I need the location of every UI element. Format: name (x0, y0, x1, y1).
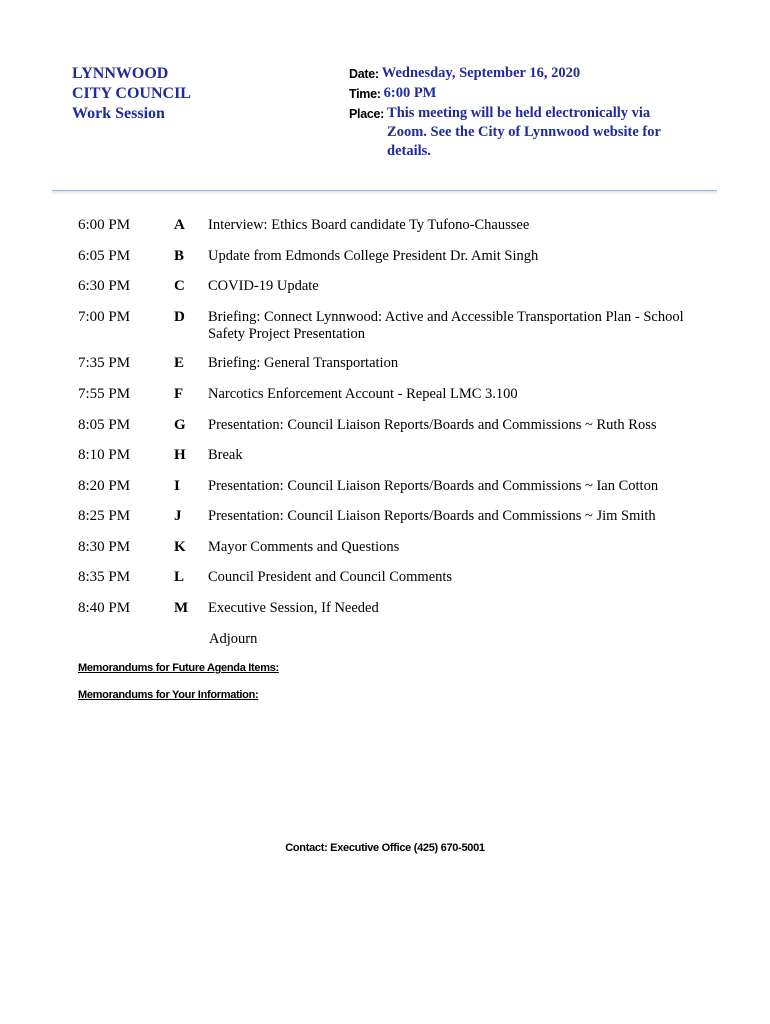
agenda-letter: H (174, 447, 186, 463)
agenda-item (78, 508, 718, 539)
agenda-item (78, 447, 718, 478)
agenda-item (78, 386, 718, 417)
agenda-item (78, 217, 718, 248)
agenda-description: Executive Session, If Needed (208, 600, 379, 616)
agenda-item (78, 417, 718, 447)
agenda-letter: M (174, 600, 189, 616)
agenda-item (78, 569, 718, 600)
agenda-letter: A (174, 217, 185, 233)
agenda-description: Briefing: Connect Lynnwood: Active and Accessible Transportation Plan - School Safety Project Presentation (208, 309, 684, 342)
agenda-time: 6:00 PM (78, 217, 131, 233)
agenda-letter: C (174, 278, 185, 294)
agenda-letter: J (174, 508, 182, 524)
agenda-letter: K (174, 539, 186, 555)
time-row (349, 84, 689, 104)
place-label: Place: (349, 107, 385, 121)
agenda-item (78, 600, 718, 630)
agenda-time: 8:35 PM (78, 569, 131, 585)
agenda-letter: E (174, 355, 185, 371)
agenda-time: 6:05 PM (78, 248, 131, 264)
agenda-item (78, 478, 718, 508)
agenda-time: 8:30 PM (78, 539, 131, 555)
agenda-letter: L (174, 569, 185, 585)
agenda-letter: D (174, 309, 185, 325)
agenda-description: Presentation: Council Liaison Reports/Boards and Commissions ~ Ian Cotton (208, 478, 659, 494)
agenda-description: Update from Edmonds College President Dr. Amit Singh (208, 248, 539, 264)
agenda-item (78, 309, 718, 355)
agenda-time: 8:40 PM (78, 600, 131, 616)
memo-information-heading: Memorandums for Your Information: (78, 689, 259, 701)
agenda-description: COVID-19 Update (208, 278, 319, 294)
agenda-description: Break (208, 447, 243, 463)
contact-line: Contact: Executive Office (425) 670-5001 (285, 842, 485, 854)
org-line-1: LYNNWOOD (72, 65, 169, 82)
date-value: Wednesday, September 16, 2020 (381, 65, 581, 81)
place-value: This meeting will be held electronically via Zoom. See the City of Lynnwood website for details. (387, 105, 661, 159)
meeting-details (349, 64, 689, 161)
agenda-time: 8:05 PM (78, 417, 131, 433)
memo-future-agenda-heading: Memorandums for Future Agenda Items: (78, 662, 279, 674)
agenda-description: Presentation: Council Liaison Reports/Boards and Commissions ~ Ruth Ross (208, 417, 657, 433)
agenda-list (78, 217, 718, 630)
date-row (349, 64, 689, 84)
agenda-item (78, 355, 718, 386)
agenda-description: Mayor Comments and Questions (208, 539, 400, 555)
agenda-time: 8:10 PM (78, 447, 131, 463)
agenda-letter: I (174, 478, 180, 494)
org-line-3: Work Session (72, 105, 165, 122)
place-row (349, 104, 689, 161)
agenda-description: Council President and Council Comments (208, 569, 453, 585)
time-value: 6:00 PM (383, 85, 437, 101)
date-label: Date: (349, 67, 379, 81)
org-line-2: CITY COUNCIL (72, 85, 191, 102)
agenda-item (78, 278, 718, 309)
agenda-item (78, 539, 718, 569)
agenda-letter: F (174, 386, 184, 402)
agenda-description: Narcotics Enforcement Account - Repeal LMC 3.100 (208, 386, 518, 402)
agenda-time: 7:35 PM (78, 355, 131, 371)
agenda-description: Presentation: Council Liaison Reports/Boards and Commissions ~ Jim Smith (208, 508, 656, 524)
agenda-time: 8:20 PM (78, 478, 131, 494)
header-divider (52, 190, 717, 195)
organization-title (72, 64, 191, 124)
agenda-item (78, 248, 718, 278)
time-label: Time: (349, 87, 381, 101)
agenda-description: Briefing: General Transportation (208, 355, 399, 371)
adjourn-text: Adjourn (209, 631, 258, 647)
agenda-time: 7:55 PM (78, 386, 131, 402)
agenda-time: 6:30 PM (78, 278, 131, 294)
agenda-time: 8:25 PM (78, 508, 131, 524)
agenda-letter: B (174, 248, 185, 264)
agenda-description: Interview: Ethics Board candidate Ty Tufono-Chaussee (208, 217, 530, 233)
agenda-letter: G (174, 417, 186, 433)
agenda-time: 7:00 PM (78, 309, 131, 325)
